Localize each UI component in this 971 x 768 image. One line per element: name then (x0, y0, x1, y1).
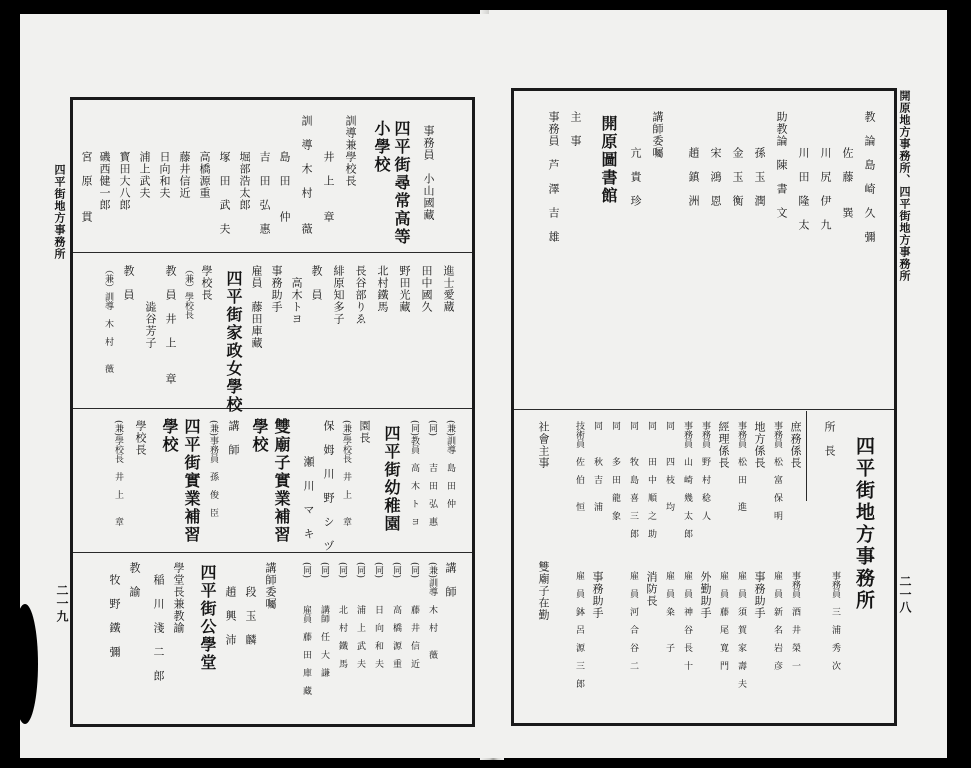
staff-line: 助教論 陳 書 文 (775, 111, 788, 219)
staff-line: 田中國久 (420, 265, 433, 313)
section-title: 四平街地方事務所 (853, 436, 875, 612)
staff-line: 雇 員 粂 子 (664, 571, 674, 652)
staff-line: 事務員 三 浦 秀 次 (830, 571, 840, 670)
staff-line: 同 四 枝 均 (664, 421, 674, 511)
staff-line: 事務員 芦 澤 吉 雄 (547, 111, 560, 243)
band-divider (73, 252, 472, 253)
staff-line: 堀部浩太郎 (238, 115, 251, 211)
staff-line: 社會主事 (537, 421, 550, 469)
staff-line: 浦上武夫 (138, 115, 151, 199)
staff-line: 外勤助手 (699, 571, 712, 619)
left-page (20, 14, 494, 758)
staff-line: (同) 日 向 和 夫 (373, 562, 383, 669)
staff-line: 金 玉 衡 (731, 111, 744, 207)
column-rule (806, 411, 807, 501)
school-title: 四平街公學堂 (198, 564, 217, 672)
staff-line: 保 姆 川 野 シ ヅ (322, 420, 335, 552)
staff-line: 地方係長 (753, 421, 766, 469)
staff-line: 高木トヨ (290, 265, 303, 325)
staff-line: 學校長 (134, 420, 147, 456)
staff-line: 牧 野 鐵 彌 (108, 562, 121, 658)
staff-line: 講師委囑 (651, 111, 664, 159)
staff-line: 宋 鴻 恩 (709, 111, 722, 207)
staff-line: 雙廟子在勤 (537, 561, 550, 621)
staff-line: 教 員 (122, 265, 135, 301)
staff-line: (同) 藤 井 信 近 (409, 562, 419, 669)
section-title: 開原圖書館 (599, 115, 618, 205)
staff-line: 講 師 (444, 562, 457, 598)
staff-line: 技術員 佐 伯 恒 (574, 421, 584, 511)
staff-line: 雇 員 新 名 岩 彦 (772, 571, 782, 670)
band-divider (73, 552, 472, 553)
staff-line: 趙 興 沛 (224, 562, 237, 646)
staff-line: 宮 原 貫 (80, 115, 93, 223)
staff-line: 澁谷芳子 (144, 265, 157, 349)
staff-line: 長谷部りゑ (354, 265, 367, 325)
staff-line: (兼)事務員 孫 俊 臣 (208, 420, 218, 518)
staff-line: 學校長 (200, 265, 213, 301)
staff-line: 事務員 山 崎 幾 太 郎 (682, 421, 692, 538)
school-title: 學校 (160, 418, 179, 454)
staff-line: (兼)訓導 木 村 薇 (427, 562, 437, 660)
staff-line: 園長 (358, 420, 371, 444)
staff-line: 學堂長兼教諭 (172, 562, 185, 634)
section-divider (514, 409, 894, 410)
staff-line: 主 事 (569, 111, 582, 147)
staff-line: 雇員 藤田庫藏 (250, 265, 263, 349)
staff-line: 野田光藏 (398, 265, 411, 313)
staff-line: 教 員 (310, 265, 323, 301)
staff-line: 訓 導 木 村 薇 (300, 115, 313, 235)
staff-line: (同) 講師 任 大 謙 (319, 562, 329, 678)
staff-line: 藤井信近 (178, 115, 191, 199)
staff-line: 事務員 野 村 稔 人 (700, 421, 710, 520)
staff-line: 同 牧 島 喜 三 郎 (628, 421, 638, 538)
staff-line: 塚 田 武 夫 (218, 115, 231, 235)
staff-line: 事務員 松 富 保 明 (772, 421, 782, 520)
staff-line: 事務助手 (270, 265, 283, 313)
staff-line: 川 尻 伊 九 (819, 111, 832, 231)
staff-line: 稲 川 淺 二 郎 (152, 562, 165, 682)
staff-line: 寳田大八郎 (118, 115, 131, 211)
staff-line: 事務助手 (591, 571, 604, 619)
staff-line: 庶務係長 (789, 421, 802, 469)
staff-line: 日向和夫 (158, 115, 171, 199)
staff-line: 消防長 (645, 571, 658, 607)
staff-line: （兼）學校長 (183, 265, 193, 319)
staff-line: 緋原知多子 (332, 265, 345, 325)
staff-line: 段 玉 麟 (244, 562, 257, 646)
content-frame (511, 88, 897, 726)
staff-line: 雇 員 藤 尾 寬 門 (718, 571, 728, 670)
running-head: 開原地方事務所、四平街地方事務所 (898, 90, 911, 282)
staff-line: 教 論 島 崎 久 彌 (863, 111, 876, 243)
content-frame (70, 97, 475, 727)
school-title: 小學校 (372, 120, 391, 174)
page-number: 二一八 (898, 575, 912, 614)
staff-line: (兼)學校長 井 上 章 (341, 420, 351, 527)
staff-line: 雇 員 河 合 谷 二 (628, 571, 638, 670)
staff-line: 同 田 中 順 之 助 (646, 421, 656, 538)
staff-line: 佐 藤 巽 (841, 111, 854, 219)
school-title: 雙廟子實業補習 (272, 418, 291, 544)
staff-line: 同 多 田 龍 象 (610, 421, 620, 520)
staff-line: 教 諭 (128, 562, 141, 598)
staff-line: 井 上 章 (322, 115, 335, 223)
staff-line: 進士愛蔵 (442, 265, 455, 313)
staff-line: 高橋源重 (198, 115, 211, 199)
staff-line: 雇 員 鉢 呂 源 三 郎 (574, 571, 584, 688)
staff-line: 雇 員 神 谷 長 十 (682, 571, 692, 670)
staff-line: 事務員 松 田 進 (736, 421, 746, 511)
staff-line: 事務員 小山國藏 (422, 125, 435, 221)
staff-line: (兼)訓導 島 田 仲 (445, 420, 455, 509)
staff-line: (同)教員 高 木 ト ヨ (409, 420, 419, 527)
staff-line: 趙 鎮 洲 (687, 111, 700, 207)
staff-line: 亢 貴 珍 (629, 111, 642, 207)
staff-line: （兼）訓導 木 村 薇 (103, 265, 113, 373)
school-title: 四平街實業補習 (182, 418, 201, 544)
staff-line: 雇 員 須 賀 家 壽 夫 (736, 571, 746, 688)
staff-line: 磯西健一郎 (98, 115, 111, 211)
school-title: 四平街幼稚園 (382, 425, 401, 533)
staff-line: (兼)學校長 井 上 章 (113, 420, 123, 527)
running-head: 四平街地方事務所 (53, 164, 66, 260)
staff-line: 訓導兼學校長 (344, 115, 357, 187)
page-number: 二一九 (55, 584, 69, 623)
staff-line: 事務員 酒 井 榮 一 (790, 571, 800, 670)
band-divider (73, 408, 472, 409)
staff-line: (同) 雇員 藤 田 庫 藏 (301, 562, 311, 696)
staff-line: 所 長 (823, 421, 836, 457)
staff-line: (同) 浦 上 武 夫 (355, 562, 365, 669)
staff-line: (同) 吉 田 弘 惠 (427, 420, 437, 527)
right-page (489, 10, 947, 758)
staff-line: 講師委囑 (264, 562, 277, 610)
school-title: 四平街尋常高等 (392, 120, 411, 246)
staff-line: 經理係長 (717, 421, 730, 469)
staff-line: 吉 田 弘 惠 (258, 115, 271, 235)
staff-line: 北村鐵馬 (376, 265, 389, 313)
staff-line: 川 田 隆 太 (797, 111, 810, 231)
school-title: 學校 (250, 418, 269, 454)
staff-line: 瀬 川 マ キ (302, 420, 315, 540)
staff-line: 同 秋 吉 浦 (592, 421, 602, 511)
scan-blot (12, 604, 38, 724)
staff-line: (同) 北 村 鐵 馬 (337, 562, 347, 669)
staff-line: 孫 玉 潤 (753, 111, 766, 207)
staff-line: 教 員 井 上 章 (164, 265, 177, 385)
staff-line: (同) 高 橋 源 重 (391, 562, 401, 669)
school-title: 四平街家政女學校 (224, 270, 243, 414)
staff-line: 島 田 仲 (278, 115, 291, 223)
staff-line: 講 師 (227, 420, 240, 456)
staff-line: 事務助手 (753, 571, 766, 619)
